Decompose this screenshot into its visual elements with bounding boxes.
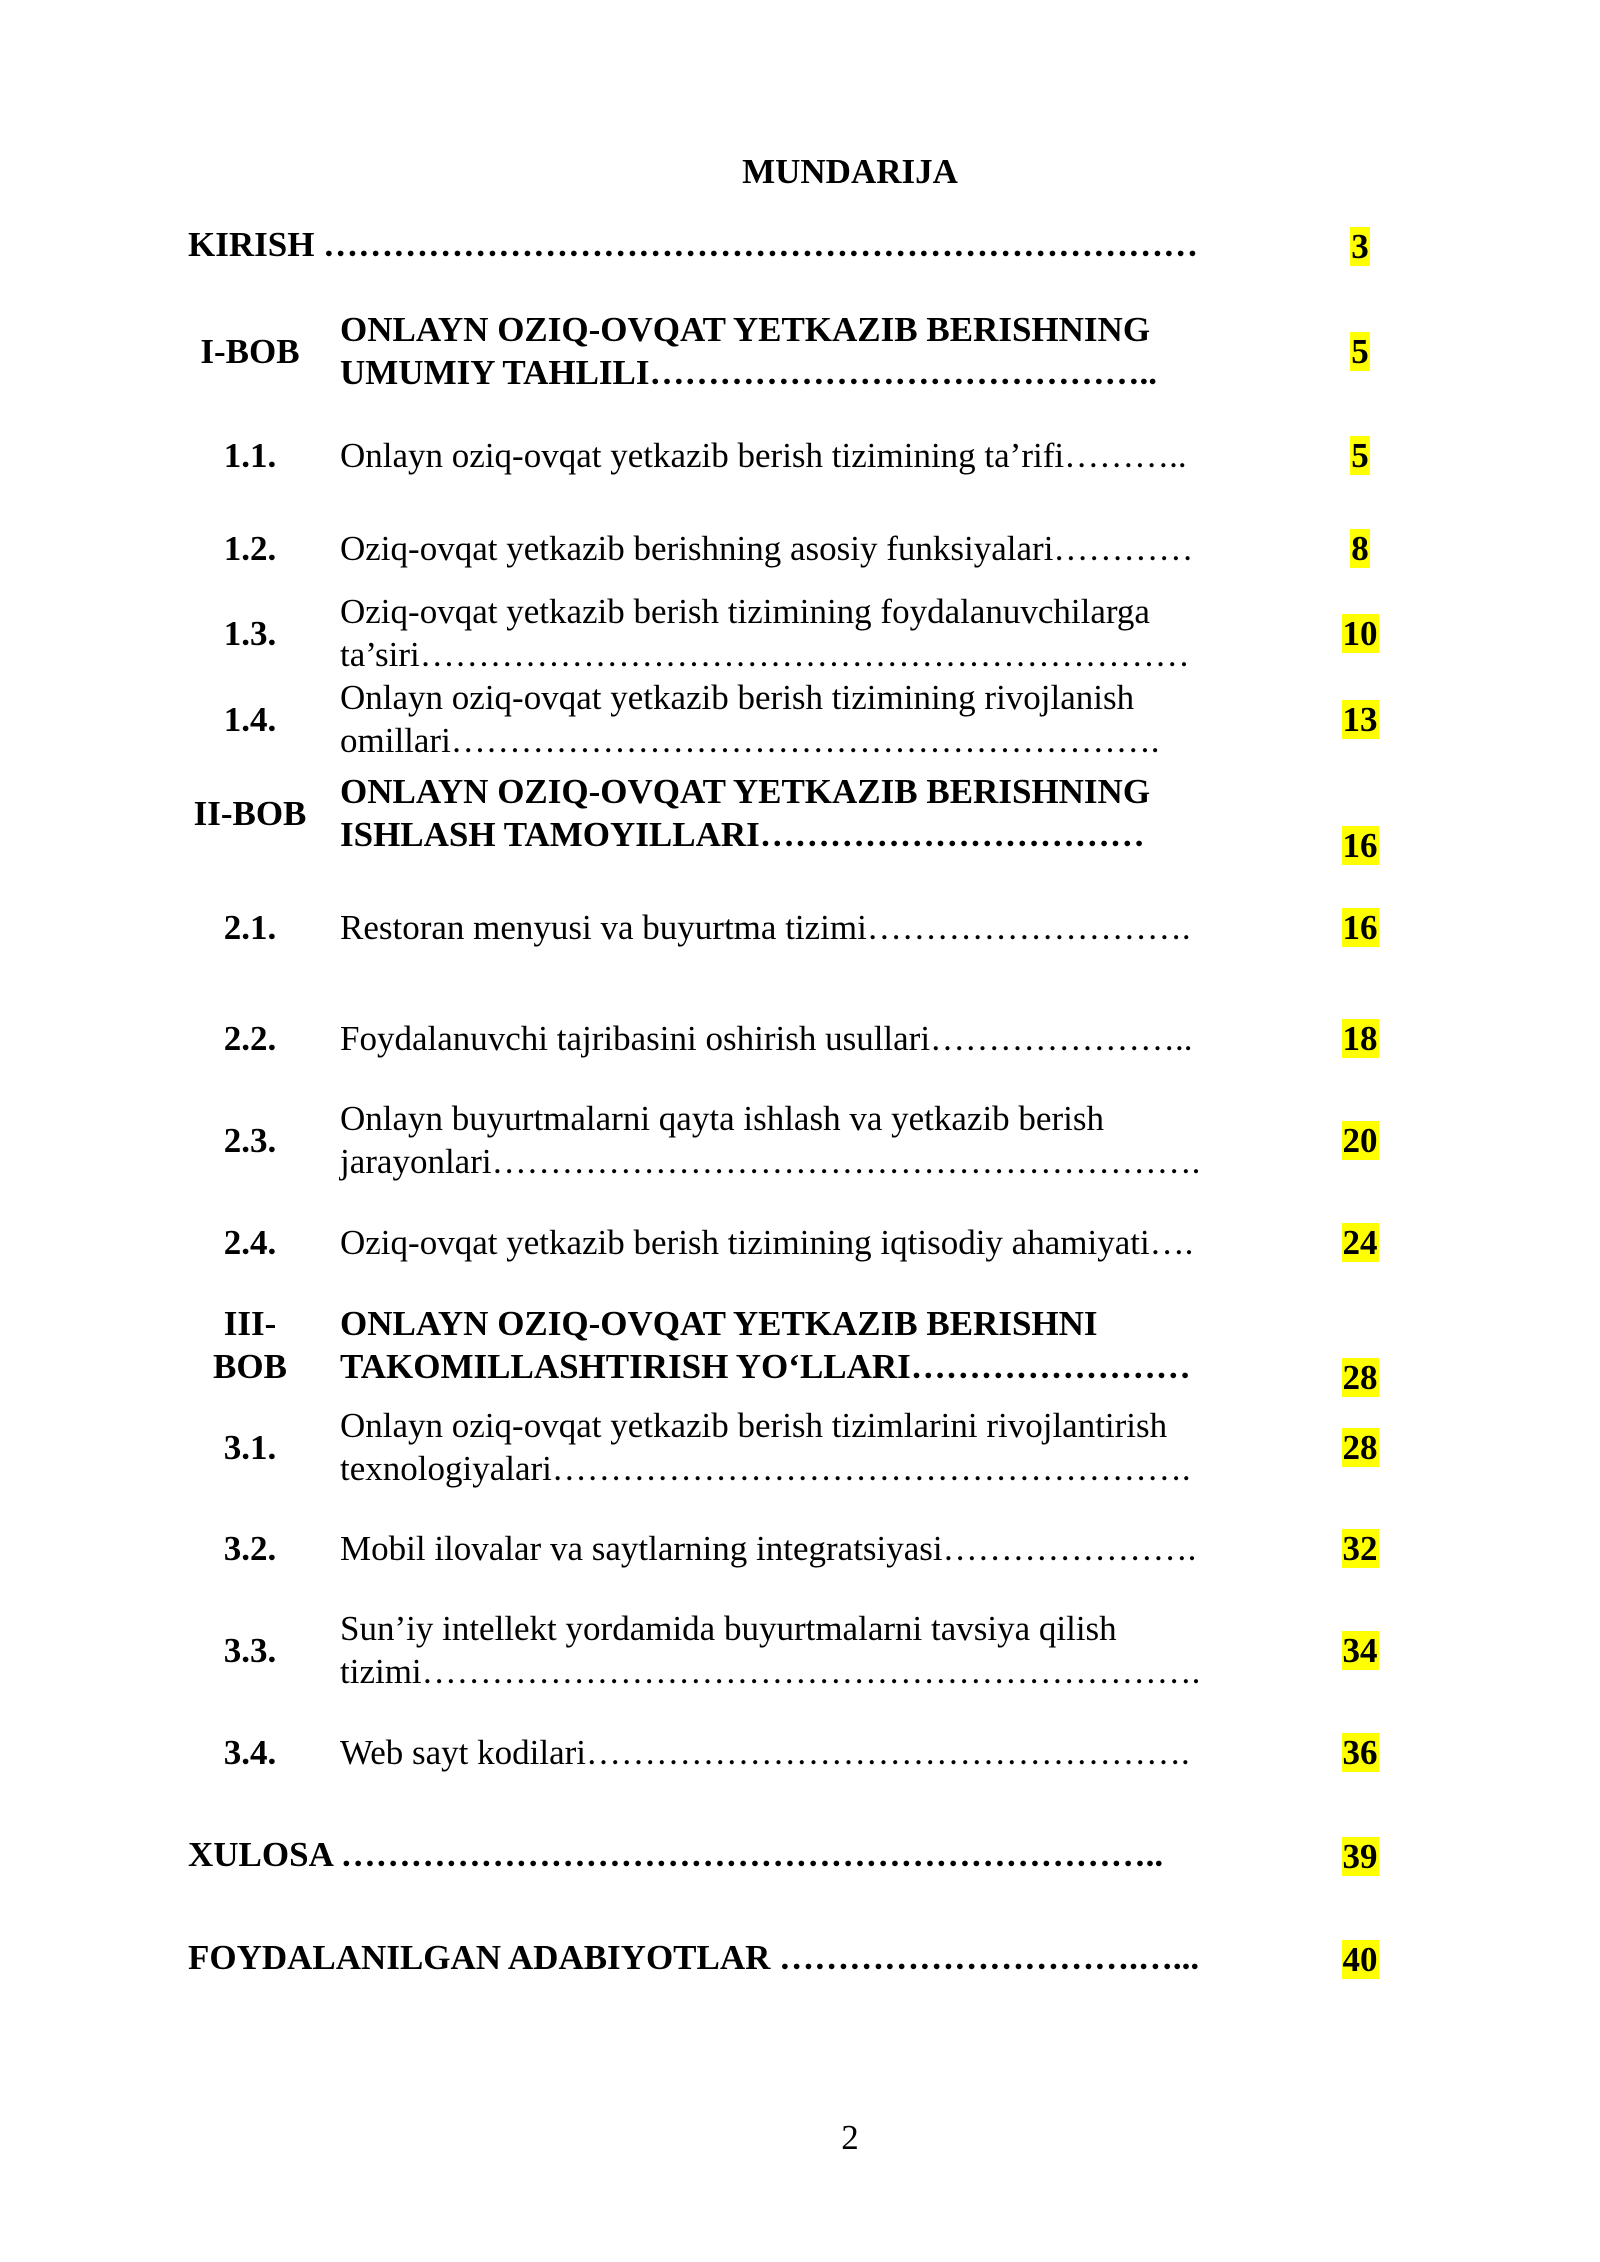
toc-page-number: 8 [1351,529,1369,568]
toc-page-number: 32 [1342,1529,1378,1568]
toc-entry-text: Restoran menyusi va buyurtma tizimi………………………. [340,908,1191,947]
toc-chapter-number: II-BOB [193,794,307,833]
toc-page-number: 20 [1342,1121,1378,1160]
toc-entry-text: XULOSA …………………………………………………………….. [188,1835,1164,1874]
toc-entry-text: Sun’iy intellekt yordamida buyurtmalarni tavsiya qilish tizimi…………………………………………………………. [340,1609,1201,1691]
toc-entry-text: FOYDALANILGAN ADABIYOTLAR ………………………….…... [188,1938,1200,1977]
toc-entry-text: ONLAYN OZIQ-OVQAT YETKAZIB BERISHNI TAKOMILLASHTIRISH YO‘LLARI…………………… [340,1304,1191,1386]
toc-section-number: 3.4. [223,1733,277,1772]
toc-section-number: 1.3. [223,614,277,653]
toc-section-number: 3.2. [223,1529,277,1568]
toc-section-number: 1.2. [223,529,277,568]
toc-page-number: 5 [1351,332,1369,371]
toc-entry-text: Web sayt kodilari……………………………………………. [340,1733,1190,1772]
toc-section-number: 1.1. [223,436,277,475]
toc-page-number: 16 [1342,908,1378,947]
toc-section-number: 2.3. [223,1121,277,1160]
toc-page-number: 39 [1342,1837,1378,1876]
toc-entry-text: ONLAYN OZIQ-OVQAT YETKAZIB BERISHNING ISHLASH TAMOYILLARI…………………………… [340,772,1151,854]
toc-entry-text: Mobil ilovalar va saytlarning integratsiyasi…………………. [340,1529,1197,1568]
toc-section-number: 2.4. [223,1223,277,1262]
toc-section-number: 2.1. [223,908,277,947]
page-number-footer: 2 [841,2118,859,2157]
toc-page-number: 36 [1342,1733,1378,1772]
toc-page-number: 3 [1351,227,1369,266]
toc-entry-text: ONLAYN OZIQ-OVQAT YETKAZIB BERISHNING UMUMIY TAHLILI…………………………………….. [340,310,1158,392]
toc-page-number: 24 [1342,1223,1378,1262]
toc-entry-text: Onlayn oziq-ovqat yetkazib berish tizimining ta’rifi……….. [340,436,1187,475]
toc-section-number: 3.3. [223,1631,277,1670]
toc-section-number: 1.4. [223,700,277,739]
toc-page-number: 28 [1342,1428,1378,1467]
toc-page-number: 16 [1342,826,1378,865]
toc-entry-text: KIRISH ………………………………………………………………… [188,225,1199,264]
toc-entry-text: Onlayn oziq-ovqat yetkazib berish tizimining rivojlanish omillari……………………………………………………. [340,678,1160,760]
page-title: MUNDARIJA [742,152,958,191]
toc-entry-text: Foydalanuvchi tajribasini oshirish usullari………………….. [340,1019,1193,1058]
toc-page-number: 5 [1351,436,1369,475]
toc-page-number: 18 [1342,1019,1378,1058]
toc-chapter-number: I-BOB [200,332,300,371]
toc-page-number: 28 [1342,1358,1378,1397]
toc-page-number: 10 [1342,614,1378,653]
toc-page-number: 34 [1342,1631,1378,1670]
toc-entry-text: Onlayn oziq-ovqat yetkazib berish tizimlarini rivojlantirish texnologiyalari………………………………………………. [340,1406,1191,1488]
toc-section-number: 3.1. [223,1428,277,1467]
toc-chapter-number: III- BOB [213,1304,287,1386]
toc-entry-text: Oziq-ovqat yetkazib berish tizimining foydalanuvchilarga ta’siri………………………………………………………… [340,592,1190,674]
toc-section-number: 2.2. [223,1019,277,1058]
toc-entry-text: Oziq-ovqat yetkazib berish tizimining iqtisodiy ahamiyati…. [340,1223,1194,1262]
toc-page-number: 40 [1342,1940,1378,1979]
toc-entry-text: Onlayn buyurtmalarni qayta ishlash va yetkazib berish jarayonlari……………………………………………………. [340,1099,1201,1181]
toc-entry-text: Oziq-ovqat yetkazib berishning asosiy funksiyalari………… [340,529,1194,568]
toc-page-number: 13 [1342,700,1378,739]
